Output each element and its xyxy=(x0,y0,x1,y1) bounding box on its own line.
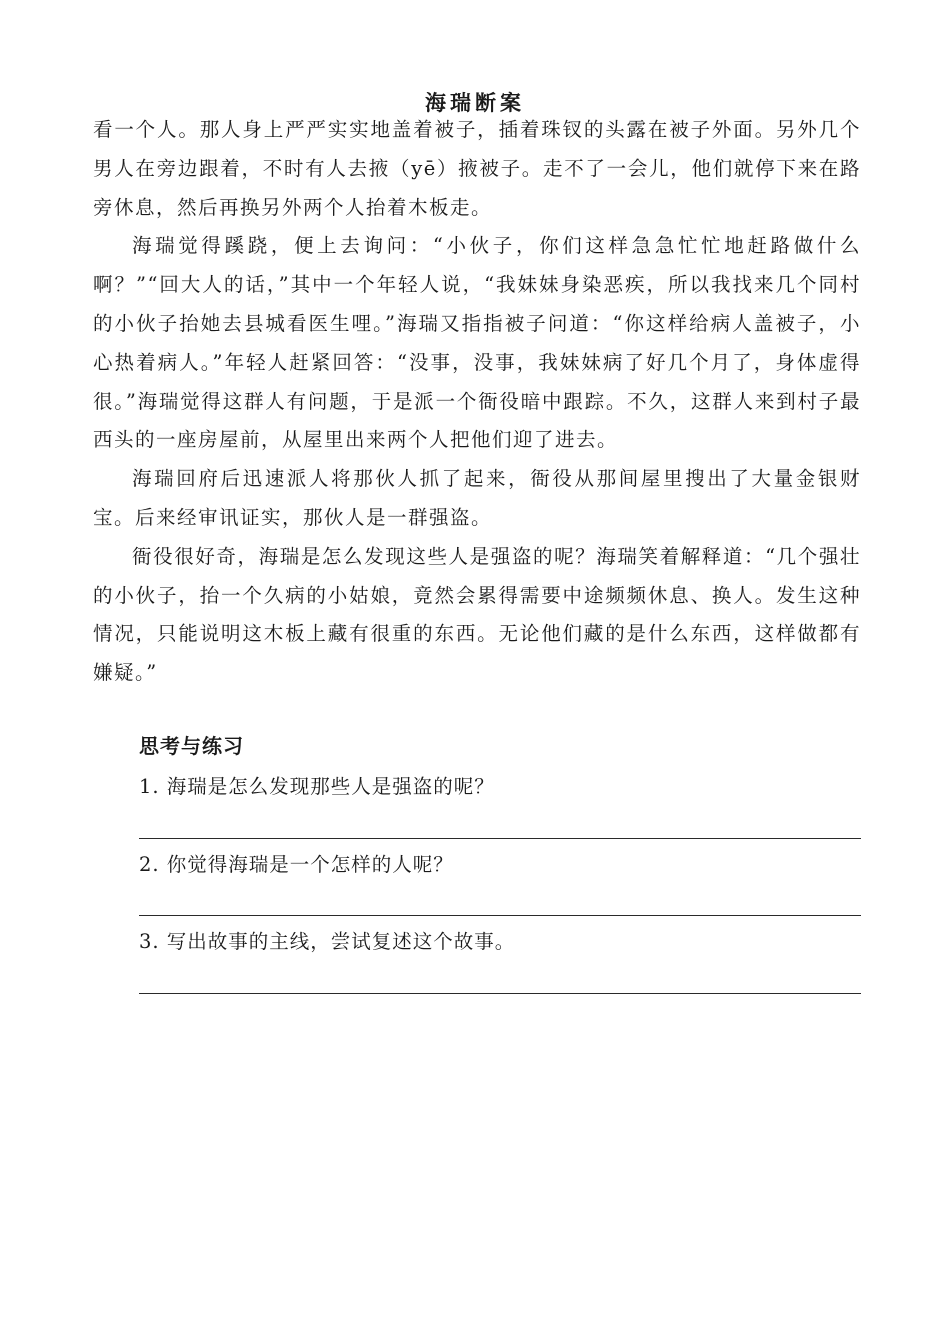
exercise-question-3: 3. 写出故事的主线，尝试复述这个故事。 xyxy=(139,930,516,953)
exercise-question-2: 2. 你觉得海瑞是一个怎样的人呢？ xyxy=(139,853,454,876)
answer-line-1[interactable] xyxy=(139,838,861,839)
answer-line-3[interactable] xyxy=(139,993,861,994)
exercises-heading: 思考与练习 xyxy=(139,734,244,758)
answer-line-2[interactable] xyxy=(139,915,861,916)
story-text xyxy=(93,111,861,693)
story-paragraph: 海瑞回府后迅速派人将那伙人抓了起来，衙役从那间屋里搜出了大量金银财宝。后来经审讯证实，那伙人是一群强盗。 xyxy=(93,467,861,529)
story-paragraph: 海瑞觉得蹊跷，便上去询问：“小伙子，你们这样急急忙忙地赶路做什么啊？”“回大人的话，”其中一个年轻人说，“我妹妹身染恶疾，所以我找来几个同村的小伙子抬她去县城看医生哩。”海瑞又指指被子问道：“你这样给病人盖被子，小心热着病人。”年轻人赶紧回答：“没事，没事，我妹妹病了好几个月了，身体虚得很。”海瑞觉得这群人有问题，于是派一个衙役暗中跟踪。不久，这群人来到村子最西头的一座房屋前，从屋里出来两个人把他们迎了进去。 xyxy=(93,234,861,452)
page-title: 海瑞断案 xyxy=(425,91,525,115)
story-paragraph: 看一个人。那人身上严严实实地盖着被子，插着珠钗的头露在被子外面。另外几个男人在旁边跟着，不时有人去掖（yē）掖被子。走不了一会儿，他们就停下来在路旁休息，然后再换另外两个人抬着木板走。 xyxy=(93,118,861,219)
story-paragraph: 衙役很好奇，海瑞是怎么发现这些人是强盗的呢？海瑞笑着解释道：“几个强壮的小伙子，抬一个久病的小姑娘，竟然会累得需要中途频频休息、换人。发生这种情况，只能说明这木板上藏有很重的东西。无论他们藏的是什么东西，这样做都有嫌疑。” xyxy=(93,544,861,685)
exercise-question-1: 1. 海瑞是怎么发现那些人是强盗的呢？ xyxy=(139,775,495,798)
